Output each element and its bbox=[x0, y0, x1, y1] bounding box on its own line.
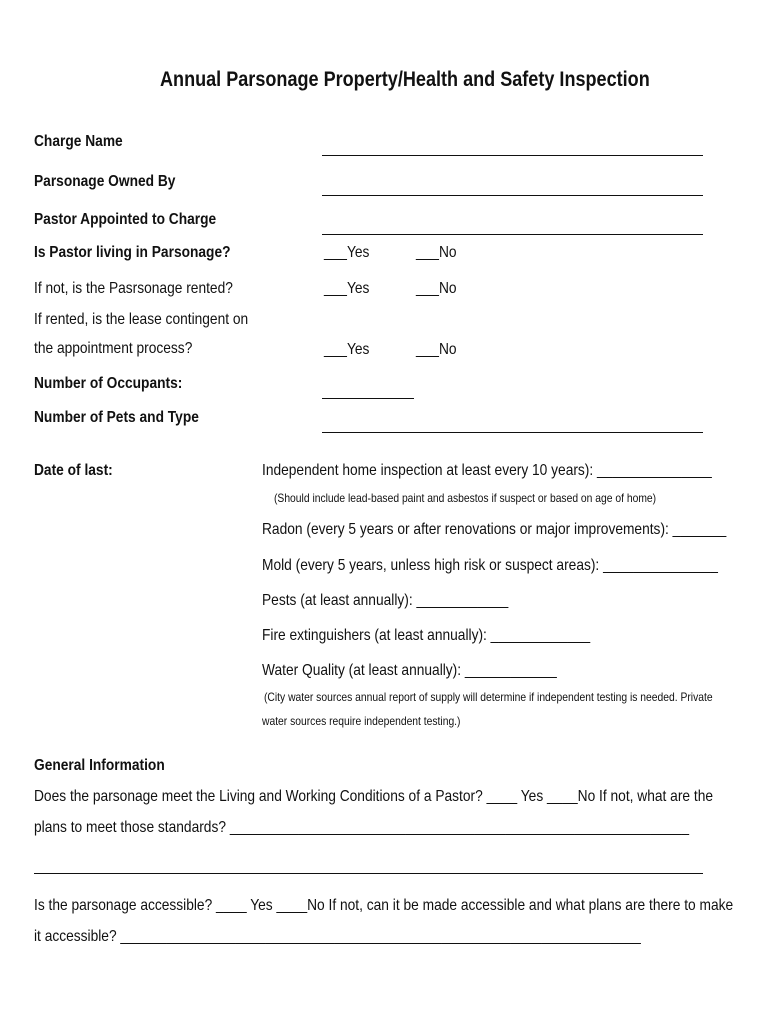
rented-no[interactable]: ___No bbox=[416, 280, 457, 297]
water-quality-line[interactable]: Water Quality (at least annually): ____________ bbox=[262, 662, 557, 679]
lease-no[interactable]: ___No bbox=[416, 341, 457, 358]
pastor-appointed-label: Pastor Appointed to Charge bbox=[34, 211, 217, 228]
lease-label-line1: If rented, is the lease contingent on bbox=[34, 311, 249, 328]
occupants-field[interactable] bbox=[322, 398, 414, 399]
mold-line[interactable]: Mold (every 5 years, unless high risk or suspect areas): _______________ bbox=[262, 557, 718, 574]
living-conditions-plans[interactable]: plans to meet those standards? ____________________________________________________________ bbox=[34, 819, 689, 836]
pastor-living-yes[interactable]: ___Yes bbox=[324, 244, 370, 261]
rented-label: If not, is the Pasrsonage rented? bbox=[34, 280, 233, 297]
pests-line[interactable]: Pests (at least annually): ____________ bbox=[262, 592, 509, 609]
pets-label: Number of Pets and Type bbox=[34, 409, 199, 426]
pastor-living-label: Is Pastor living in Parsonage? bbox=[34, 244, 231, 261]
accessible-question[interactable]: Is the parsonage accessible? ____ Yes ____No If not, can it be made accessible and what plans are there to make bbox=[34, 897, 734, 914]
fire-extinguishers-line[interactable]: Fire extinguishers (at least annually): _____________ bbox=[262, 627, 591, 644]
owned-by-label: Parsonage Owned By bbox=[34, 173, 176, 190]
date-of-last-label: Date of last: bbox=[34, 462, 113, 479]
living-conditions-question[interactable]: Does the parsonage meet the Living and Working Conditions of a Pastor? ____ Yes ____No If not, what are the bbox=[34, 788, 714, 805]
lease-yes[interactable]: ___Yes bbox=[324, 341, 370, 358]
extra-answer-line[interactable] bbox=[34, 873, 703, 874]
occupants-label: Number of Occupants: bbox=[34, 375, 183, 392]
water-note-line1: (City water sources annual report of supply will determine if independent testing is needed. Private bbox=[264, 690, 713, 704]
home-inspection-note: (Should include lead-based paint and asbestos if suspect or based on age of home) bbox=[274, 491, 657, 505]
page-title: Annual Parsonage Property/Health and Safety Inspection bbox=[160, 68, 650, 91]
charge-name-label: Charge Name bbox=[34, 133, 123, 150]
accessible-plans[interactable]: it accessible? ____________________________________________________________________ bbox=[34, 928, 641, 945]
water-note-line2: water sources require independent testing.) bbox=[262, 714, 461, 728]
pastor-appointed-field[interactable] bbox=[322, 234, 703, 235]
lease-label-line2: the appointment process? bbox=[34, 340, 193, 357]
radon-line[interactable]: Radon (every 5 years or after renovations or major improvements): _______ bbox=[262, 521, 727, 538]
home-inspection-line[interactable]: Independent home inspection at least every 10 years): _______________ bbox=[262, 462, 712, 479]
charge-name-field[interactable] bbox=[322, 155, 703, 156]
rented-yes[interactable]: ___Yes bbox=[324, 280, 370, 297]
pastor-living-no[interactable]: ___No bbox=[416, 244, 457, 261]
pets-field[interactable] bbox=[322, 432, 703, 433]
owned-by-field[interactable] bbox=[322, 195, 703, 196]
general-info-heading: General Information bbox=[34, 757, 165, 774]
